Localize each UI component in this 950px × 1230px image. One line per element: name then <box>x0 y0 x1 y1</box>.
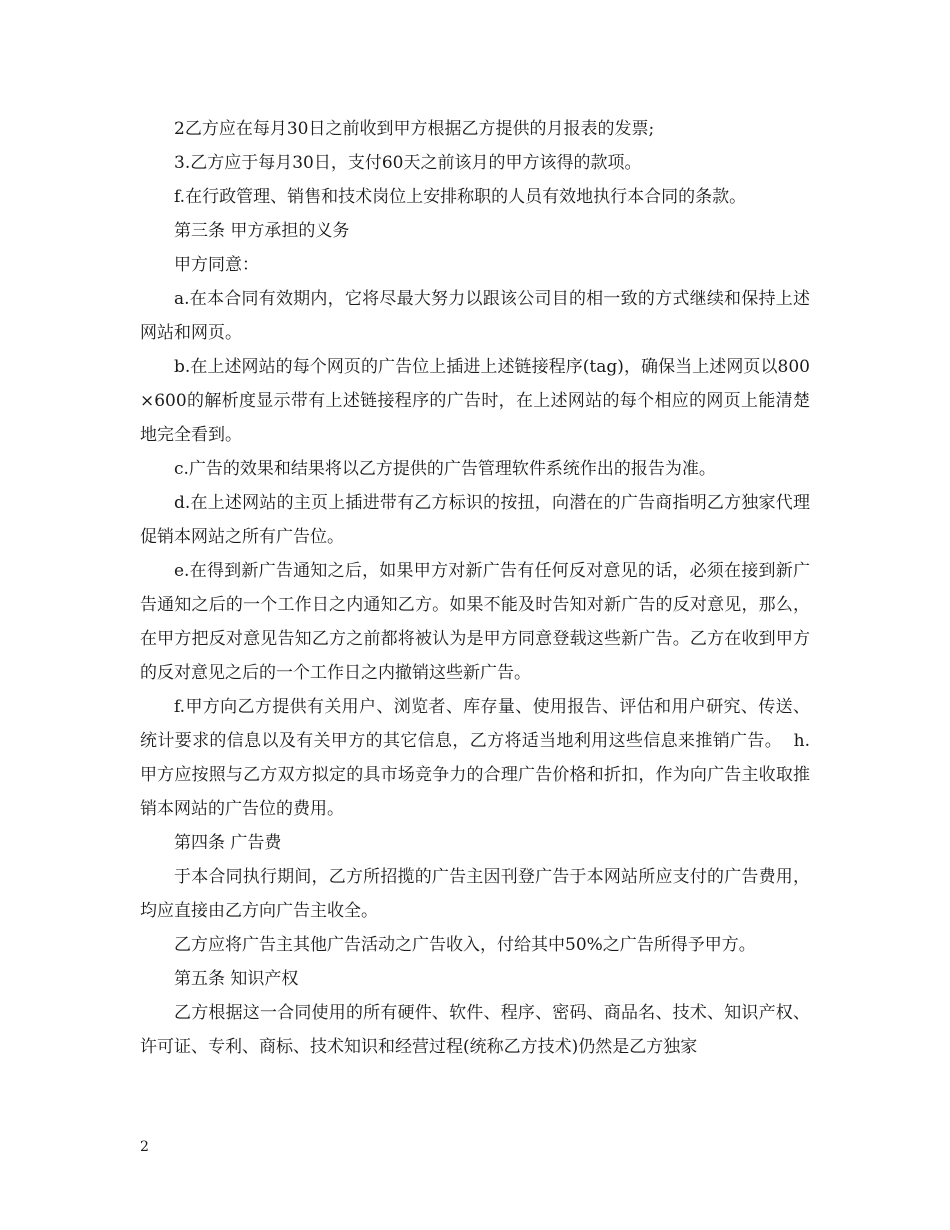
article-3-heading: 第三条 甲方承担的义务 <box>174 221 350 241</box>
paragraph-invoice-deadline: 2乙方应在每月30日之前收到甲方根据乙方提供的月报表的发票; <box>174 119 655 139</box>
clause-f-h-information-pricing: f.甲方向乙方提供有关用户、浏览者、库存量、使用报告、评估和用户研究、传送、统计要求的信息以及有关甲方的其它信息，乙方将适当地利用这些信息来推销广告。 h.甲方应按照与乙方双方拟定的具市场竞争力的合理广告价格和折扣，作为向广告主收取推销本网站的广告位的费用。 <box>140 697 810 819</box>
clause-b-insert-tag: b.在上述网站的每个网页的广告位上插进上述链接程序(tag)，确保当上述网页以800×600的解析度显示带有上述链接程序的广告时，在上述网站的每个相应的网页上能清楚地完全看到。 <box>140 357 810 445</box>
clause-a-maintain-website: a.在本合同有效期内，它将尽最大努力以跟该公司目的相一致的方式继续和保持上述网站和网页。 <box>140 289 810 343</box>
paragraph-staffing-clause: f.在行政管理、销售和技术岗位上安排称职的人员有效地执行本合同的条款。 <box>174 187 747 207</box>
article-5-heading: 第五条 知识产权 <box>174 969 299 989</box>
document-body <box>140 112 810 1064</box>
party-a-agrees: 甲方同意： <box>174 255 259 275</box>
clause-e-new-ad-objection: e.在得到新广告通知之后，如果甲方对新广告有任何反对意见的话，必须在接到新广告通知之后的一个工作日之内通知乙方。如果不能及时告知对新广告的反对意见，那么，在甲方把反对意见告知乙方之前都将被认为是甲方同意登载这些新广告。乙方在收到甲方的反对意见之后的一个工作日之内撤销这些新广告。 <box>140 561 810 683</box>
clause-c-ad-reports: c.广告的效果和结果将以乙方提供的广告管理软件系统作出的报告为准。 <box>174 459 716 479</box>
paragraph-ad-fee-collection: 于本合同执行期间，乙方所招揽的广告主因刊登广告于本网站所应支付的广告费用，均应直接由乙方向广告主收全。 <box>140 867 810 921</box>
article-4-heading: 第四条 广告费 <box>174 833 282 853</box>
paragraph-payment-terms: 3.乙方应于每月30日，支付60天之前该月的甲方该得的款项。 <box>174 153 642 173</box>
clause-d-homepage-button: d.在上述网站的主页上插进带有乙方标识的按扭，向潜在的广告商指明乙方独家代理促销本网站之所有广告位。 <box>140 493 810 547</box>
paragraph-revenue-share: 乙方应将广告主其他广告活动之广告收入，付给其中50%之广告所得予甲方。 <box>174 935 756 955</box>
page-number: 2 <box>140 1139 149 1155</box>
paragraph-intellectual-property: 乙方根据这一合同使用的所有硬件、软件、程序、密码、商品名、技术、知识产权、许可证、专利、商标、技术知识和经营过程(统称乙方技术)仍然是乙方独家 <box>140 1003 810 1057</box>
